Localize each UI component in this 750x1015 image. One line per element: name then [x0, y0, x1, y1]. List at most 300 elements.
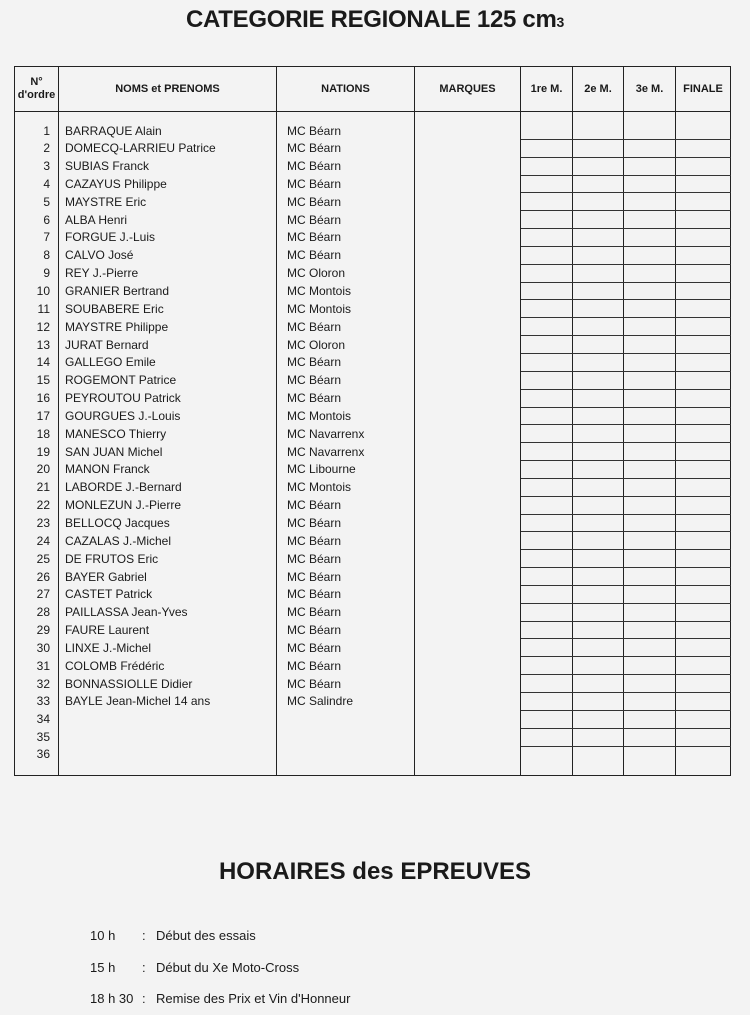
- rider-m3: [624, 675, 676, 693]
- rider-number: 2: [15, 139, 59, 157]
- rider-number: 27: [15, 585, 59, 603]
- rider-final: [676, 657, 731, 675]
- rider-brand: [415, 532, 521, 550]
- rider-m3: [624, 264, 676, 282]
- rider-m3: [624, 728, 676, 746]
- rider-m1: [521, 568, 573, 586]
- table-row: [15, 264, 731, 282]
- rider-brand: [415, 603, 521, 621]
- rider-m3: [624, 496, 676, 514]
- rider-m3: [624, 693, 676, 711]
- rider-name: MONLEZUN J.-Pierre: [59, 496, 277, 514]
- rider-brand: [415, 496, 521, 514]
- rider-name: BONNASSIOLLE Didier: [59, 675, 277, 693]
- rider-final: [676, 746, 731, 775]
- table-row: [15, 211, 731, 229]
- rider-number: 14: [15, 353, 59, 371]
- rider-m2: [573, 353, 624, 371]
- rider-m1: [521, 443, 573, 461]
- rider-nation: MC Oloron: [277, 336, 415, 354]
- rider-number: 9: [15, 264, 59, 282]
- rider-brand: [415, 139, 521, 157]
- rider-number: 10: [15, 282, 59, 300]
- rider-m3: [624, 336, 676, 354]
- table-row: [15, 139, 731, 157]
- rider-nation: MC Montois: [277, 407, 415, 425]
- table-row: [15, 336, 731, 354]
- rider-m3: [624, 282, 676, 300]
- header-m2: 2e M.: [573, 67, 624, 112]
- rider-nation: [277, 728, 415, 746]
- rider-name: CAZAYUS Philippe: [59, 175, 277, 193]
- rider-final: [676, 621, 731, 639]
- rider-nation: MC Oloron: [277, 264, 415, 282]
- rider-m1: [521, 336, 573, 354]
- rider-final: [676, 157, 731, 175]
- table-row: [15, 246, 731, 264]
- rider-final: [676, 193, 731, 211]
- rider-number: 7: [15, 229, 59, 247]
- rider-name: GOURGUES J.-Louis: [59, 407, 277, 425]
- rider-final: [676, 461, 731, 479]
- rider-final: [676, 514, 731, 532]
- rider-nation: MC Montois: [277, 282, 415, 300]
- rider-brand: [415, 229, 521, 247]
- rider-final: [676, 175, 731, 193]
- rider-m1: [521, 478, 573, 496]
- rider-brand: [415, 514, 521, 532]
- table-row: [15, 693, 731, 711]
- schedule-time: 15 h: [90, 960, 116, 975]
- rider-name: BELLOCQ Jacques: [59, 514, 277, 532]
- table-row: [15, 112, 731, 140]
- table-row: [15, 425, 731, 443]
- rider-name: ALBA Henri: [59, 211, 277, 229]
- rider-nation: MC Béarn: [277, 639, 415, 657]
- rider-m3: [624, 318, 676, 336]
- schedule-title: HORAIRES des EPREUVES: [218, 858, 532, 885]
- rider-nation: MC Navarrenx: [277, 443, 415, 461]
- rider-brand: [415, 657, 521, 675]
- rider-brand: [415, 675, 521, 693]
- rider-number: 23: [15, 514, 59, 532]
- registration-table: [14, 66, 731, 776]
- rider-m1: [521, 139, 573, 157]
- rider-brand: [415, 746, 521, 775]
- rider-m3: [624, 621, 676, 639]
- rider-m3: [624, 603, 676, 621]
- rider-brand: [415, 425, 521, 443]
- rider-name: MAYSTRE Eric: [59, 193, 277, 211]
- schedule-colon: :: [142, 928, 146, 943]
- rider-m1: [521, 621, 573, 639]
- rider-m3: [624, 407, 676, 425]
- rider-m1: [521, 193, 573, 211]
- rider-final: [676, 353, 731, 371]
- rider-m1: [521, 496, 573, 514]
- rider-final: [676, 728, 731, 746]
- rider-m1: [521, 264, 573, 282]
- table-row: [15, 746, 731, 775]
- table-row: [15, 371, 731, 389]
- rider-final: [676, 639, 731, 657]
- rider-final: [676, 336, 731, 354]
- rider-nation: MC Béarn: [277, 175, 415, 193]
- header-brand: MARQUES: [415, 67, 521, 112]
- rider-brand: [415, 389, 521, 407]
- rider-number: 33: [15, 693, 59, 711]
- rider-name: [59, 710, 277, 728]
- rider-brand: [415, 710, 521, 728]
- rider-nation: MC Salindre: [277, 693, 415, 711]
- rider-brand: [415, 639, 521, 657]
- rider-name: MAYSTRE Philippe: [59, 318, 277, 336]
- rider-number: 6: [15, 211, 59, 229]
- table-header-row: [15, 67, 731, 112]
- rider-nation: MC Béarn: [277, 585, 415, 603]
- rider-nation: MC Béarn: [277, 603, 415, 621]
- rider-m3: [624, 371, 676, 389]
- rider-final: [676, 229, 731, 247]
- rider-brand: [415, 371, 521, 389]
- rider-m3: [624, 478, 676, 496]
- rider-m3: [624, 425, 676, 443]
- rider-final: [676, 318, 731, 336]
- rider-m1: [521, 710, 573, 728]
- rider-number: 25: [15, 550, 59, 568]
- rider-final: [676, 568, 731, 586]
- header-m3: 3e M.: [624, 67, 676, 112]
- rider-final: [676, 675, 731, 693]
- rider-number: 1: [15, 112, 59, 140]
- rider-nation: MC Béarn: [277, 532, 415, 550]
- rider-m2: [573, 157, 624, 175]
- rider-brand: [415, 175, 521, 193]
- header-name: NOMS et PRENOMS: [59, 67, 277, 112]
- rider-name: CAZALAS J.-Michel: [59, 532, 277, 550]
- rider-m1: [521, 657, 573, 675]
- rider-number: 18: [15, 425, 59, 443]
- rider-final: [676, 425, 731, 443]
- rider-m3: [624, 211, 676, 229]
- rider-m2: [573, 568, 624, 586]
- rider-name: SUBIAS Franck: [59, 157, 277, 175]
- rider-nation: MC Béarn: [277, 496, 415, 514]
- rider-brand: [415, 300, 521, 318]
- rider-number: 30: [15, 639, 59, 657]
- rider-m1: [521, 246, 573, 264]
- rider-final: [676, 532, 731, 550]
- rider-m1: [521, 639, 573, 657]
- table-row: [15, 675, 731, 693]
- rider-final: [676, 211, 731, 229]
- rider-name: CALVO José: [59, 246, 277, 264]
- rider-final: [676, 693, 731, 711]
- rider-brand: [415, 318, 521, 336]
- rider-name: BARRAQUE Alain: [59, 112, 277, 140]
- rider-m2: [573, 371, 624, 389]
- rider-m2: [573, 710, 624, 728]
- rider-m1: [521, 675, 573, 693]
- rider-m2: [573, 603, 624, 621]
- rider-m2: [573, 639, 624, 657]
- rider-name: SOUBABERE Eric: [59, 300, 277, 318]
- rider-name: DOMECQ-LARRIEU Patrice: [59, 139, 277, 157]
- rider-m1: [521, 371, 573, 389]
- rider-m3: [624, 710, 676, 728]
- table-row: [15, 585, 731, 603]
- table-row: [15, 353, 731, 371]
- rider-m1: [521, 229, 573, 247]
- rider-brand: [415, 157, 521, 175]
- header-num: N° d'ordre: [15, 67, 59, 112]
- rider-number: 20: [15, 461, 59, 479]
- rider-final: [676, 443, 731, 461]
- table-row: [15, 282, 731, 300]
- rider-m3: [624, 300, 676, 318]
- rider-final: [676, 112, 731, 140]
- rider-brand: [415, 112, 521, 140]
- rider-name: REY J.-Pierre: [59, 264, 277, 282]
- rider-nation: MC Béarn: [277, 621, 415, 639]
- rider-m1: [521, 318, 573, 336]
- rider-m2: [573, 532, 624, 550]
- rider-number: 24: [15, 532, 59, 550]
- rider-final: [676, 371, 731, 389]
- rider-number: 35: [15, 728, 59, 746]
- rider-nation: MC Montois: [277, 478, 415, 496]
- rider-final: [676, 264, 731, 282]
- rider-name: ROGEMONT Patrice: [59, 371, 277, 389]
- rider-m2: [573, 621, 624, 639]
- table-row: [15, 603, 731, 621]
- schedule-label: Début du Xe Moto-Cross: [156, 960, 300, 975]
- rider-name: GALLEGO Emile: [59, 353, 277, 371]
- rider-nation: MC Béarn: [277, 568, 415, 586]
- rider-name: COLOMB Frédéric: [59, 657, 277, 675]
- schedule-item: [90, 928, 256, 943]
- rider-nation: MC Béarn: [277, 246, 415, 264]
- rider-number: 19: [15, 443, 59, 461]
- rider-brand: [415, 282, 521, 300]
- rider-m3: [624, 568, 676, 586]
- rider-brand: [415, 621, 521, 639]
- table-row: [15, 496, 731, 514]
- rider-m1: [521, 550, 573, 568]
- table-row: [15, 318, 731, 336]
- rider-m1: [521, 300, 573, 318]
- rider-number: 28: [15, 603, 59, 621]
- rider-number: 22: [15, 496, 59, 514]
- schedule-colon: :: [142, 960, 146, 975]
- rider-m2: [573, 264, 624, 282]
- schedule-colon: :: [142, 991, 146, 1006]
- rider-nation: MC Béarn: [277, 193, 415, 211]
- rider-name: DE FRUTOS Eric: [59, 550, 277, 568]
- rider-m2: [573, 407, 624, 425]
- rider-nation: MC Béarn: [277, 353, 415, 371]
- table-row: [15, 389, 731, 407]
- rider-m1: [521, 514, 573, 532]
- rider-m3: [624, 657, 676, 675]
- rider-number: 11: [15, 300, 59, 318]
- rider-name: BAYER Gabriel: [59, 568, 277, 586]
- schedule-label: Remise des Prix et Vin d'Honneur: [156, 991, 351, 1006]
- rider-m1: [521, 425, 573, 443]
- rider-nation: MC Béarn: [277, 675, 415, 693]
- rider-m3: [624, 246, 676, 264]
- rider-number: 17: [15, 407, 59, 425]
- rider-m2: [573, 336, 624, 354]
- rider-brand: [415, 407, 521, 425]
- rider-m1: [521, 603, 573, 621]
- rider-nation: MC Béarn: [277, 514, 415, 532]
- rider-final: [676, 389, 731, 407]
- schedule-time: 18 h 30: [90, 991, 134, 1006]
- rider-brand: [415, 211, 521, 229]
- rider-brand: [415, 568, 521, 586]
- table-row: [15, 175, 731, 193]
- rider-name: LABORDE J.-Bernard: [59, 478, 277, 496]
- rider-m1: [521, 211, 573, 229]
- rider-m2: [573, 746, 624, 775]
- rider-m1: [521, 407, 573, 425]
- rider-m2: [573, 728, 624, 746]
- rider-number: 8: [15, 246, 59, 264]
- rider-nation: MC Béarn: [277, 657, 415, 675]
- rider-m3: [624, 157, 676, 175]
- table-row: [15, 568, 731, 586]
- rider-m3: [624, 229, 676, 247]
- rider-final: [676, 407, 731, 425]
- table-row: [15, 728, 731, 746]
- rider-number: 21: [15, 478, 59, 496]
- rider-m2: [573, 461, 624, 479]
- rider-name: [59, 746, 277, 775]
- rider-m2: [573, 112, 624, 140]
- table-row: [15, 514, 731, 532]
- rider-nation: MC Béarn: [277, 318, 415, 336]
- rider-m3: [624, 353, 676, 371]
- table-row: [15, 657, 731, 675]
- rider-name: SAN JUAN Michel: [59, 443, 277, 461]
- rider-m3: [624, 175, 676, 193]
- rider-name: FAURE Laurent: [59, 621, 277, 639]
- rider-m3: [624, 193, 676, 211]
- rider-nation: MC Béarn: [277, 389, 415, 407]
- rider-name: CASTET Patrick: [59, 585, 277, 603]
- rider-name: PEYROUTOU Patrick: [59, 389, 277, 407]
- table-row: [15, 710, 731, 728]
- rider-name: MANON Franck: [59, 461, 277, 479]
- rider-number: 16: [15, 389, 59, 407]
- rider-m3: [624, 639, 676, 657]
- rider-m3: [624, 139, 676, 157]
- rider-brand: [415, 193, 521, 211]
- table-row: [15, 532, 731, 550]
- rider-m2: [573, 175, 624, 193]
- rider-brand: [415, 264, 521, 282]
- rider-brand: [415, 246, 521, 264]
- schedule-item: [90, 960, 299, 975]
- schedule-time: 10 h: [90, 928, 116, 943]
- rider-number: 3: [15, 157, 59, 175]
- header-m1: 1re M.: [521, 67, 573, 112]
- rider-m2: [573, 246, 624, 264]
- rider-name: GRANIER Bertrand: [59, 282, 277, 300]
- rider-m1: [521, 112, 573, 140]
- rider-nation: MC Navarrenx: [277, 425, 415, 443]
- rider-m1: [521, 353, 573, 371]
- rider-brand: [415, 443, 521, 461]
- rider-number: 31: [15, 657, 59, 675]
- rider-final: [676, 139, 731, 157]
- rider-nation: MC Béarn: [277, 371, 415, 389]
- rider-brand: [415, 728, 521, 746]
- rider-m2: [573, 300, 624, 318]
- rider-number: 26: [15, 568, 59, 586]
- rider-m1: [521, 389, 573, 407]
- rider-m3: [624, 514, 676, 532]
- rider-m1: [521, 461, 573, 479]
- rider-m3: [624, 461, 676, 479]
- table-row: [15, 300, 731, 318]
- header-final: FINALE: [676, 67, 731, 112]
- rider-m2: [573, 139, 624, 157]
- rider-m3: [624, 746, 676, 775]
- table-row: [15, 443, 731, 461]
- rider-m3: [624, 585, 676, 603]
- rider-m2: [573, 585, 624, 603]
- table-row: [15, 461, 731, 479]
- rider-nation: [277, 710, 415, 728]
- rider-m3: [624, 532, 676, 550]
- rider-nation: MC Béarn: [277, 229, 415, 247]
- rider-final: [676, 300, 731, 318]
- rider-m1: [521, 746, 573, 775]
- title-text: CATEGORIE REGIONALE 125 cm: [185, 6, 557, 33]
- rider-nation: MC Béarn: [277, 139, 415, 157]
- rider-m2: [573, 514, 624, 532]
- rider-nation: MC Béarn: [277, 550, 415, 568]
- rider-name: BAYLE Jean-Michel 14 ans: [59, 693, 277, 711]
- rider-number: 36: [15, 746, 59, 775]
- rider-m2: [573, 550, 624, 568]
- rider-number: 29: [15, 621, 59, 639]
- rider-m2: [573, 443, 624, 461]
- rider-brand: [415, 353, 521, 371]
- rider-nation: MC Béarn: [277, 211, 415, 229]
- rider-nation: MC Libourne: [277, 461, 415, 479]
- page-title: [0, 6, 750, 34]
- table-row: [15, 621, 731, 639]
- rider-nation: [277, 746, 415, 775]
- rider-m1: [521, 532, 573, 550]
- rider-m2: [573, 478, 624, 496]
- table-row: [15, 478, 731, 496]
- rider-m3: [624, 112, 676, 140]
- title-superscript: 3: [556, 14, 564, 30]
- rider-final: [676, 550, 731, 568]
- rider-number: 12: [15, 318, 59, 336]
- rider-brand: [415, 461, 521, 479]
- rider-final: [676, 246, 731, 264]
- table-row: [15, 157, 731, 175]
- table-row: [15, 193, 731, 211]
- rider-number: 4: [15, 175, 59, 193]
- rider-m2: [573, 657, 624, 675]
- rider-m3: [624, 389, 676, 407]
